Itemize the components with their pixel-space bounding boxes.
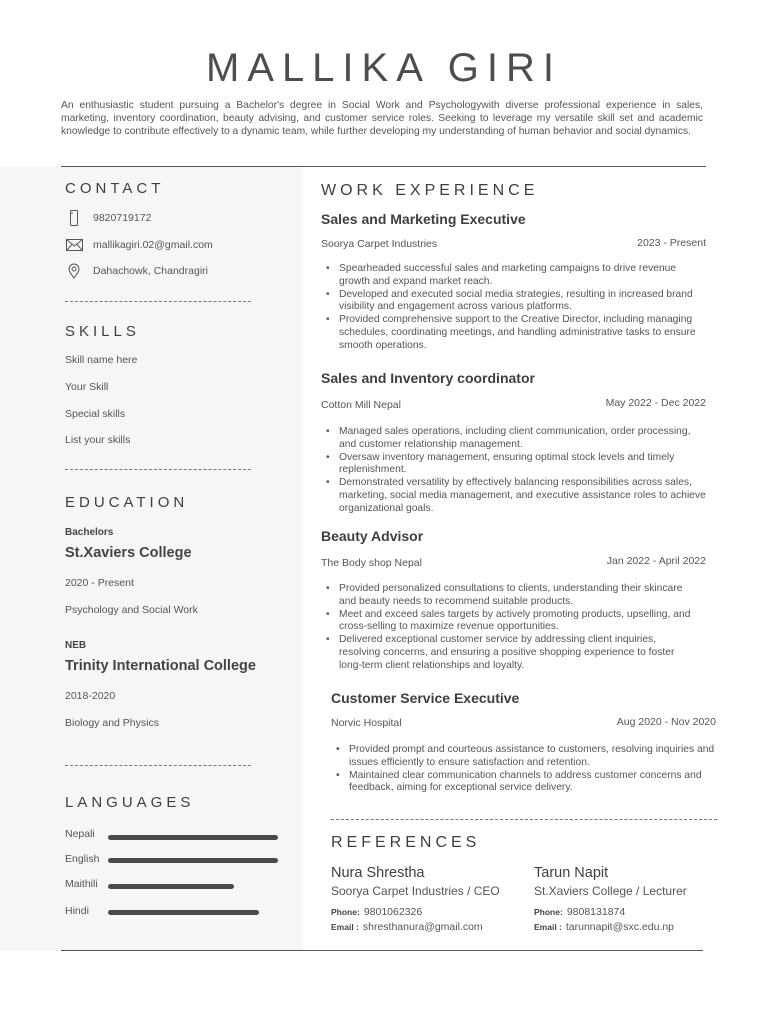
references-heading: REFERENCES <box>331 834 481 851</box>
email-label: Email : <box>331 922 359 932</box>
job-dates: 2023 - Present <box>637 237 706 249</box>
job-bullet: • Provided prompt and courteous assistance to customers, resolving inquiries and issues efficiently to ensure satisfaction and retention. <box>332 744 718 770</box>
contact-phone-text: 9820719172 <box>93 212 152 224</box>
education-school: Trinity International College <box>65 658 256 674</box>
phone-label: Phone: <box>534 907 563 917</box>
location-pin-icon <box>65 263 83 279</box>
education-years: 2018-2020 <box>65 690 116 702</box>
skill-item: Skill name here <box>65 354 138 366</box>
job-bullet: • Meet and exceed sales targets by actively promoting products, upselling, and cross-selling to maximize revenue opportunities. <box>322 609 694 635</box>
job-bullet: • Oversaw inventory management, ensuring optimal stock levels and timely replenishment. <box>322 452 708 478</box>
education-years: 2020 - Present <box>65 577 134 589</box>
education-level: Bachelors <box>65 527 114 538</box>
reference-organization: Soorya Carpet Industries / CEO <box>331 884 500 898</box>
reference-phone-value: 9808131874 <box>566 906 626 918</box>
job-bullets <box>322 426 708 516</box>
job-dates: Jan 2022 - April 2022 <box>606 555 706 567</box>
email-label: Email : <box>534 922 562 932</box>
language-level-bar <box>108 835 278 840</box>
footer-divider <box>61 950 703 951</box>
section-divider <box>65 301 251 302</box>
language-name: Hindi <box>65 905 89 917</box>
education-field: Biology and Physics <box>65 717 159 729</box>
reference-email <box>534 921 674 933</box>
reference-phone <box>331 906 422 918</box>
job-title: Customer Service Executive <box>331 690 520 706</box>
phone-icon <box>65 210 83 226</box>
education-heading: EDUCATION <box>65 494 189 511</box>
resume-name: MALLIKA GIRI <box>205 46 563 90</box>
section-divider <box>65 469 251 470</box>
contact-heading: CONTACT <box>65 180 165 197</box>
reference-organization: St.Xaviers College / Lecturer <box>534 884 687 898</box>
skill-item: List your skills <box>65 434 131 446</box>
reference-email-value: tarunnapit@sxc.edu.np <box>565 921 675 933</box>
work-experience-heading: WORK EXPERIENCE <box>321 182 539 199</box>
job-bullet: • Provided comprehensive support to the Creative Director, including managing schedules, coordinating meetings, and handling administrative tasks to ensure smooth operations. <box>322 314 708 352</box>
language-level-bar <box>108 858 278 863</box>
job-bullet: • Spearheaded successful sales and marketing campaigns to drive revenue growth and expand market reach. <box>322 263 708 289</box>
language-name: Nepali <box>65 828 95 840</box>
job-title: Beauty Advisor <box>321 528 424 544</box>
job-dates: May 2022 - Dec 2022 <box>605 397 706 409</box>
job-bullet: • Delivered exceptional customer service by addressing client inquiries, resolving concerns, and ensuring a positive shopping experience to foster long-term client relationships and loyalty. <box>322 634 694 672</box>
reference-email <box>331 921 483 933</box>
job-title: Sales and Inventory coordinator <box>321 370 535 386</box>
job-bullets <box>322 583 694 673</box>
reference-phone-value: 9801062326 <box>363 906 423 918</box>
reference-name: Tarun Napit <box>534 865 609 881</box>
contact-address-text: Dahachowk, Chandragiri <box>93 265 208 277</box>
section-divider <box>331 819 717 820</box>
job-bullet: • Maintained clear communication channels to address customer concerns and feedback, aiming for exceptional service delivery. <box>332 770 718 796</box>
contact-email-text: mallikagiri.02@gmail.com <box>93 239 213 251</box>
job-title: Sales and Marketing Executive <box>321 211 526 227</box>
reference-name: Nura Shrestha <box>331 865 425 881</box>
job-company: Soorya Carpet Industries <box>321 238 438 250</box>
language-level-bar <box>108 910 259 915</box>
language-name: Maithili <box>65 878 98 890</box>
job-bullet: • Managed sales operations, including client communication, order processing, and customer relationship management. <box>322 426 708 452</box>
profile-summary: An enthusiastic student pursuing a Bachelor's degree in Social Work and Psychologywith diverse professional experience in sales, marketing, inventory coordination, beauty advising, and customer service roles. Seeking to leverage my versatile skill set and academic knowledge to contribute effectively to a dynamic team, while further developing my understanding of human behavior and social dynamics. <box>61 100 703 137</box>
job-company: Norvic Hospital <box>331 717 402 729</box>
reference-phone <box>534 906 625 918</box>
phone-label: Phone: <box>331 907 360 917</box>
education-field: Psychology and Social Work <box>65 604 198 616</box>
skill-item: Special skills <box>65 408 126 420</box>
job-bullet: • Developed and executed social media strategies, resulting in increased brand visibility and engagement across various platforms. <box>322 289 708 315</box>
skill-item: Your Skill <box>65 381 109 393</box>
job-company: The Body shop Nepal <box>321 557 422 569</box>
skills-heading: SKILLS <box>65 323 140 340</box>
job-bullet: • Demonstrated versatility by effectively balancing responsibilities across sales, marketing, social media management, and executive assistance roles to achieve organizational goals. <box>322 477 708 515</box>
education-level: NEB <box>65 640 87 651</box>
mail-icon <box>65 237 83 253</box>
job-bullets <box>322 263 708 353</box>
job-bullet: • Provided personalized consultations to clients, understanding their skincare and beauty needs to recommend suitable products. <box>322 583 694 609</box>
contact-email <box>65 237 213 253</box>
language-name: English <box>65 853 100 865</box>
section-divider <box>65 765 251 766</box>
reference-email-value: shresthanura@gmail.com <box>362 921 483 933</box>
job-dates: Aug 2020 - Nov 2020 <box>616 716 716 728</box>
language-level-bar <box>108 884 234 889</box>
contact-address <box>65 263 208 279</box>
contact-phone <box>65 210 151 226</box>
education-school: St.Xaviers College <box>65 545 192 561</box>
job-company: Cotton Mill Nepal <box>321 399 401 411</box>
job-bullets <box>332 744 718 795</box>
languages-heading: LANGUAGES <box>65 794 195 811</box>
